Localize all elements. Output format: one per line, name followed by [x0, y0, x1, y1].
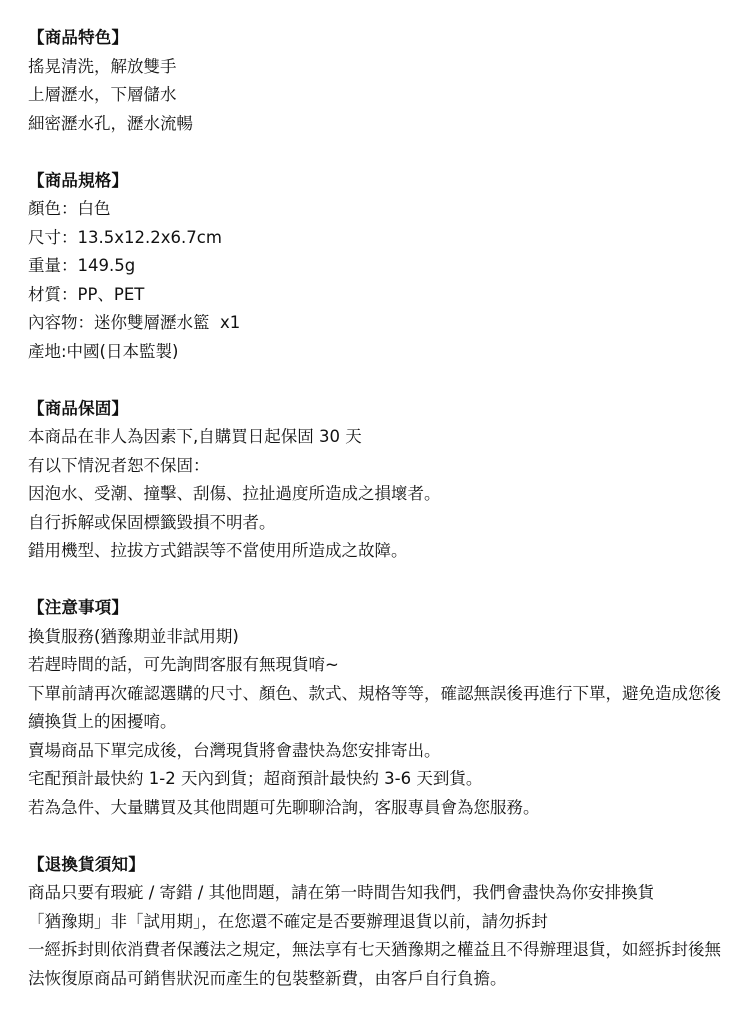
text-line: 本商品在非人為因素下,自購買日起保固 30 天	[28, 427, 362, 446]
text-line: 顏色：白色	[28, 199, 111, 218]
text-line: 換貨服務(猶豫期並非試用期)	[28, 626, 239, 646]
text-line: 內容物：迷你雙層瀝水籃 x1	[28, 313, 241, 332]
section-warranty	[28, 395, 728, 566]
text-line: 搖晃清洗，解放雙手	[28, 56, 177, 76]
text-line: 有以下情況者恕不保固：	[28, 455, 210, 475]
section-specs	[28, 167, 728, 367]
text-line: 重量：149.5g	[28, 256, 136, 275]
section-heading: 【退換貨須知】	[28, 854, 145, 874]
text-line: 產地:中國(日本監製)	[28, 341, 179, 361]
section-returns	[28, 851, 728, 994]
section-notes	[28, 594, 728, 822]
text-line: 「猶豫期」非「試用期」，在您還不確定是否要辦理退貨以前，請勿拆封	[28, 911, 548, 931]
text-line: 一經拆封則依消費者保護法之規定，無法享有七天猶豫期之權益且不得辦理退貨，如經拆封後無法恢復原商品可銷售狀況而產生的包裝整新費，由客戶自行負擔。	[28, 940, 721, 988]
text-line: 商品只要有瑕疵 / 寄錯 / 其他問題，請在第一時間告知我們，我們會盡快為你安排換貨	[28, 883, 655, 902]
section-heading: 【商品特色】	[28, 28, 129, 47]
section-heading: 【注意事項】	[28, 598, 129, 617]
text-line: 賣場商品下單完成後，台灣現貨將會盡快為您安排寄出。	[28, 740, 441, 760]
product-description	[28, 24, 728, 993]
text-line: 材質：PP、PET	[28, 284, 145, 304]
text-line: 錯用機型、拉拔方式錯誤等不當使用所造成之故障。	[28, 541, 408, 560]
section-features	[28, 24, 728, 138]
text-line: 自行拆解或保固標籤毀損不明者。	[28, 512, 276, 532]
text-line: 因泡水、受潮、撞擊、刮傷、拉扯過度所造成之損壞者。	[28, 484, 441, 503]
section-heading: 【商品保固】	[28, 398, 129, 418]
text-line: 下單前請再次確認選購的尺寸、顏色、款式、規格等等，確認無誤後再進行下單，避免造成您後續換貨上的困擾唷。	[28, 683, 721, 731]
text-line: 細密瀝水孔，瀝水流暢	[28, 113, 193, 133]
text-line: 上層瀝水，下層儲水	[28, 85, 177, 104]
text-line: 尺寸：13.5x12.2x6.7cm	[28, 227, 222, 247]
section-heading: 【商品規格】	[28, 170, 129, 190]
text-line: 宅配預計最快約 1-2 天內到貨；超商預計最快約 3-6 天到貨。	[28, 769, 483, 788]
text-line: 若為急件、大量購買及其他問題可先聊聊洽詢，客服專員會為您服務。	[28, 797, 540, 817]
text-line: 若趕時間的話，可先詢問客服有無現貨唷~	[28, 655, 339, 674]
